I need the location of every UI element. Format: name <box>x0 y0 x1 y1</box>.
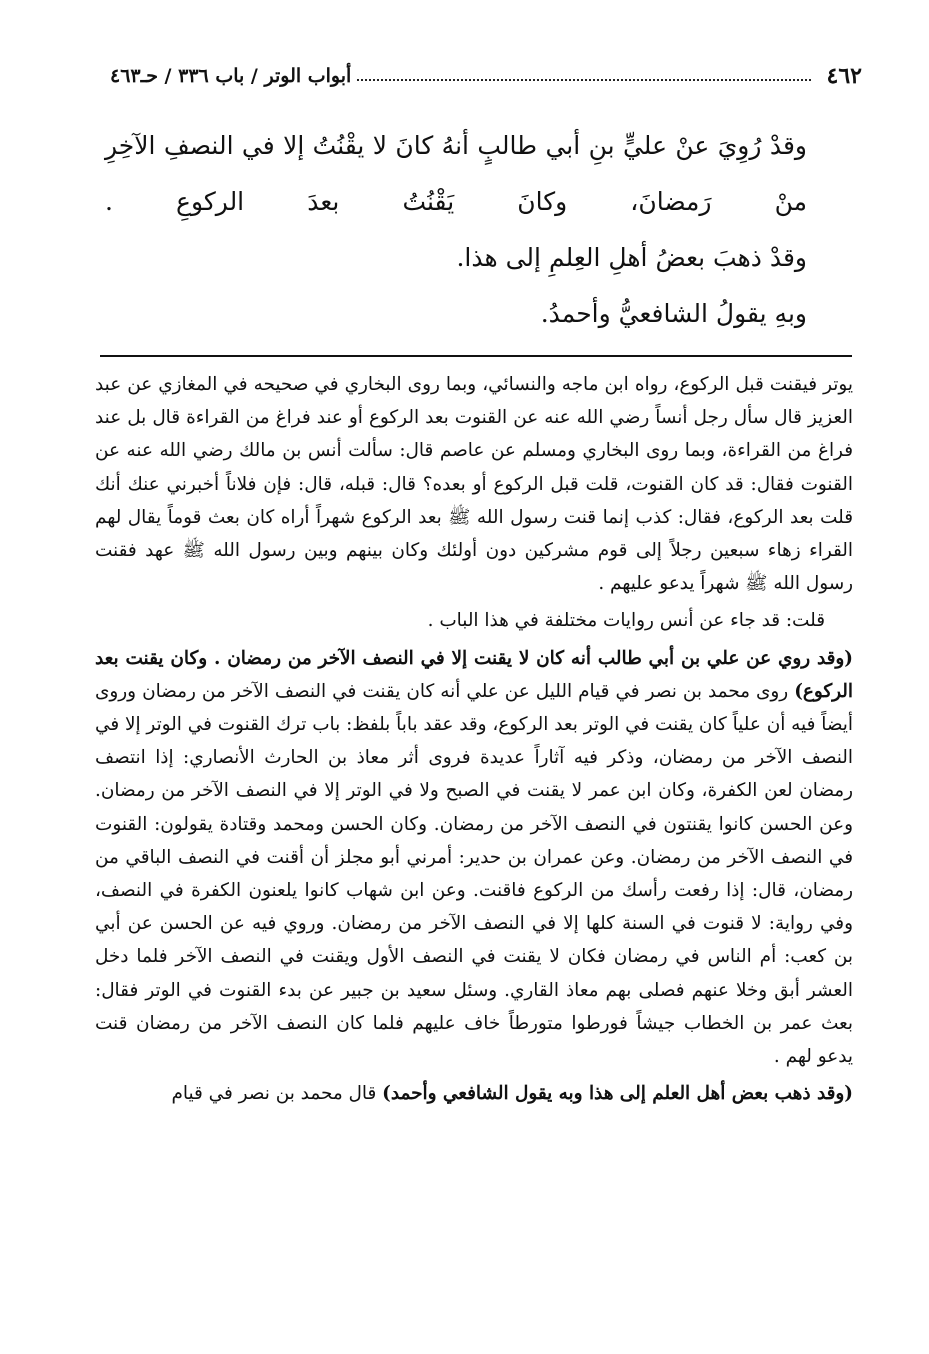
quoted-matn: (وقد روي عن علي بن أبي طالب أنه كان لا يقنت إلا في النصف الآخر من رمضان . وكان يقنت بعد الركوع) <box>95 647 853 702</box>
commentary-paragraph-3 <box>95 1077 853 1110</box>
page-number: ٤٦٢ <box>826 63 862 89</box>
running-header <box>110 58 862 94</box>
chapter-title: أبواب الوتر / باب ٣٣٦ / حـ٤٦٣ <box>110 65 352 87</box>
matn-line-1: وقدْ رُوِيَ عنْ عليٍّ بنِ أبي طالبٍ أنهُ كانَ لا يقْنُتُ إلا في النصفِ الآخِرِ منْ رَمضانَ، وكانَ يَقْنُتُ بعدَ الركوعِ . <box>105 131 807 216</box>
hadith-text <box>105 118 865 342</box>
matn-line-2: وقدْ ذهبَ بعضُ أهلِ العِلمِ إلى هذا. <box>456 243 807 272</box>
quoted-matn: (وقد ذهب بعض أهل العلم إلى هذا وبه يقول الشافعي وأحمد) <box>382 1083 853 1105</box>
paragraph-text: روى محمد بن نصر في قيام الليل عن علي أنه كان يقنت في النصف الآخر من رمضان وروى أيضاً فيه أن علياً كان يقنت في الوتر بعد الركوع، وقد عقد باباً بلفظ: باب ترك القنوت في الوتر إلا في النصف الآخر من رمضان، وذكر فيه آثاراً عديدة فروى أثر معاذ بن الحارث الأنصاري: إذا انتصف رمضان لعن الكفرة، وكان ابن عمر لا يقنت في الصبح ولا في الوتر إلا في النصف الآخر من رمضان. وعن الحسن كانوا يقنتون في النصف الآخر من رمضان. وكان الحسن ومحمد وقتادة يقولون: القنوت في النصف الآخر من رمضان. وعن عمران بن حدير: أمرني أبو مجلز أن أقنت في النصف الباقي من رمضان، قال: إذا رفعت رأسك من الركوع فاقنت. وعن ابن شهاب كانوا يلعنون الكفرة في النصف، وفي رواية: لا قنوت في السنة كلها إلا في النصف الآخر من رمضان. وروي فيه عن الحسن عن أبي بن كعب: أم الناس في رمضان فكان لا يقنت في النصف الأول ويقنت في النصف الآخر فلما دخل العشر أبق وخلا عنهم فصلى بهم معاذ القاري. وسئل سعيد بن جبير عن بدء القنوت في الوتر فقال: بعث عمر بن الخطاب جيشاً فورطوا متورطاً خاف عليهم فلما كان النصف الآخر من رمضان قنت يدعو لهم . <box>95 680 853 1068</box>
matn-line-3: وبهِ يقولُ الشافعيُّ وأحمدُ. <box>540 299 807 328</box>
paragraph-text: قال محمد بن نصر في قيام <box>171 1083 383 1105</box>
commentary-paragraph-2 <box>95 642 853 1074</box>
commentary <box>95 368 853 1110</box>
dot-leader <box>357 79 810 81</box>
footnote-separator <box>100 355 852 357</box>
commentary-note: قلت: قد جاء عن أنس روايات مختلفة في هذا الباب . <box>427 610 825 632</box>
commentary-paragraph-1: يوتر فيقنت قبل الركوع، رواه ابن ماجه والنسائي، وبما روى البخاري في صحيحه في المغازي عن عبد العزيز قال سأل رجل أنساً رضي الله عنه عن القنوت بعد الركوع أو عند فراغ من القراءة قال بل عند فراغ من القراءة، وبما روى البخاري ومسلم عن عاصم قال: سألت أنس بن مالك رضي الله عنه عن القنوت فقال: قد كان القنوت، قلت قبل الركوع أو بعده؟ قال: قبله، قال: فإن فلاناً أخبرني عنك أنك قلت بعد الركوع، فقال: كذب إنما قنت رسول الله ﷺ بعد الركوع شهراً أراه كان بعث قوماً يقال لهم القراء زهاء سبعين رجلاً إلى قوم مشركين دون أولئك وكان بينهم وبين رسول الله ﷺ عهد فقنت رسول الله ﷺ شهراً يدعو عليهم . <box>95 374 853 595</box>
